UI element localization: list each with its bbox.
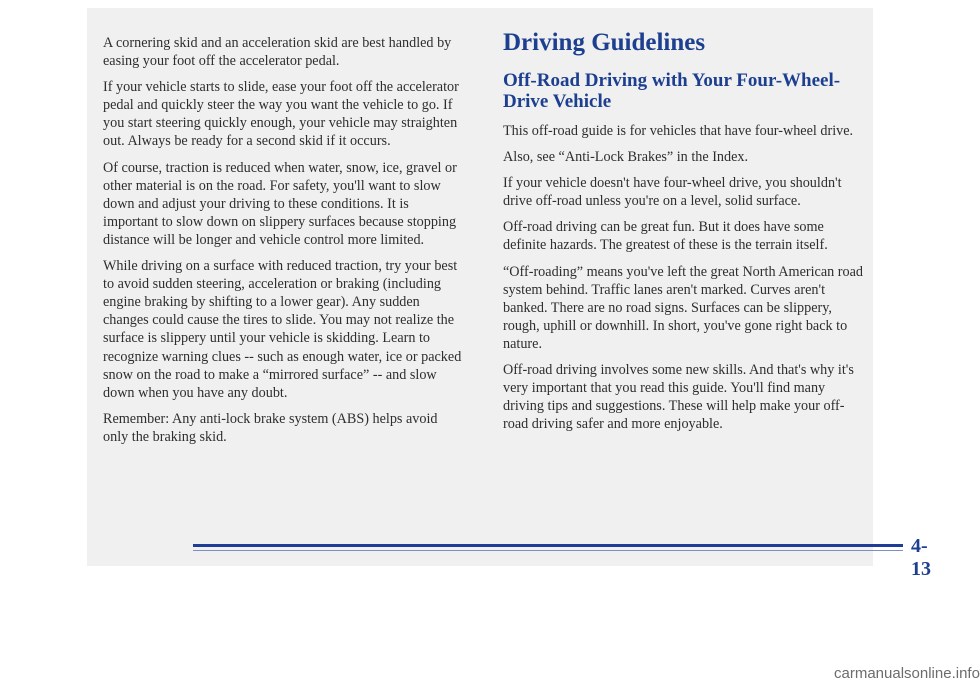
- paragraph-vehicle-slide: If your vehicle starts to slide, ease your foot off the accelerator pedal and quickly steer the way you want the vehicle to go. If you start steering quickly enough, your vehicle may straighten out. Always be ready for a second skid if it occurs.: [103, 79, 459, 150]
- section-subheading: Off-Road Driving with Your Four-Wheel-Drive Vehicle: [503, 70, 841, 112]
- footer-rule-thick: [193, 544, 903, 547]
- paragraph-sudden-changes: While driving on a surface with reduced traction, try your best to avoid sudden steering, acceleration or braking (including engine braking by shifting to a lower gear). Any sudden changes could cause the tires to slide. You may not realize the surface is slippery until your vehicle is skidding. Learn to recognize warning clues -- such as enough water, ice or packed snow on the road to make a “mirrored surface” -- and slow down when you have any doubt.: [103, 258, 462, 401]
- side-watermark: [116, 192, 416, 212]
- paragraph-abs-note: Remember: Any anti-lock brake system (ABS) helps avoid only the braking skid.: [103, 410, 438, 445]
- paragraph-new-skills: Off-road driving involves some new skills. And that's why it's very important that you read this guide. You'll find many driving tips and suggestions. These will help make your off-road driving safer and more enjoyable.: [503, 362, 854, 433]
- paragraph-fun-hazards: Off-road driving can be great fun. But it does have some definite hazards. The greatest of these is the terrain itself.: [503, 219, 828, 254]
- paragraph-skid-handling: A cornering skid and an acceleration skid are best handled by easing your foot off the accelerator pedal.: [103, 35, 452, 70]
- paragraph-no-4wd: If your vehicle doesn't have four-wheel drive, you shouldn't drive off-road unless you're on a level, solid surface.: [503, 175, 842, 210]
- manual-page: [87, 8, 931, 580]
- section-heading: Driving Guidelines: [503, 29, 706, 56]
- site-watermark: carmanualsonline.info: [834, 665, 980, 682]
- paragraph-off-roading: “Off-roading” means you've left the great North American road system behind. Traffic lanes aren't marked. Curves aren't banked. There are no road signs. Surfaces can be slippery, rough, uphill or downhill. In short, you've gone right back to nature.: [503, 263, 863, 352]
- paragraph-reduced-traction: Of course, traction is reduced when water, snow, ice, gravel or other material is on the road. For safety, you'll want to slow down and adjust your driving to these conditions. It is important to slow down on slippery surfaces because stopping distance will be longer and vehicle control more limited.: [103, 159, 457, 248]
- footer-rule-thin: [193, 550, 903, 551]
- page-number: 4-13: [911, 535, 931, 580]
- left-column: [103, 34, 463, 454]
- paragraph-see-abs: Also, see “Anti-Lock Brakes” in the Index.: [503, 149, 749, 166]
- paragraph-guide-scope: This off-road guide is for vehicles that have four-wheel drive.: [503, 123, 854, 139]
- right-column: [503, 28, 863, 441]
